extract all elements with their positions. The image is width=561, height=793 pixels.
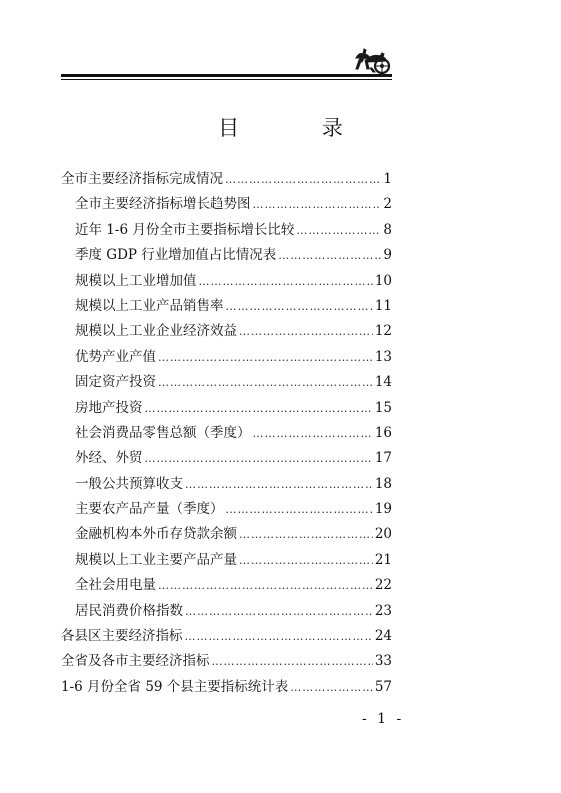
- toc-dot-leader: [278, 249, 381, 262]
- toc-entry-page: 13: [374, 348, 392, 365]
- toc-entry-page: 9: [383, 247, 392, 264]
- toc-entry[interactable]: [61, 522, 392, 547]
- toc-dot-leader: [158, 351, 373, 364]
- horse-chariot-icon: [352, 44, 394, 78]
- toc-entry-label: 社会消费品零售总额（季度）: [75, 424, 251, 441]
- toc-entry-page: 22: [374, 577, 392, 594]
- toc-entry[interactable]: [61, 370, 392, 395]
- toc-entry-page: 2: [383, 196, 392, 213]
- toc-dot-leader: [158, 579, 373, 592]
- table-of-contents: [61, 167, 392, 700]
- toc-entry[interactable]: [61, 243, 392, 268]
- toc-entry[interactable]: [61, 269, 392, 294]
- toc-dot-leader: [225, 173, 381, 186]
- toc-entry-label: 金融机构本外币存贷款余额: [75, 526, 237, 543]
- toc-entry-page: 10: [374, 272, 392, 289]
- toc-entry-page: 12: [374, 323, 392, 340]
- toc-entry[interactable]: [61, 548, 392, 573]
- header-rule-thin: [61, 79, 392, 80]
- toc-entry-label: 规模以上工业增加值: [75, 272, 197, 289]
- toc-dot-leader: [239, 554, 373, 567]
- toc-dot-leader: [239, 528, 373, 541]
- toc-dot-leader: [185, 605, 373, 618]
- toc-dot-leader: [226, 300, 373, 313]
- toc-dot-leader: [296, 224, 381, 237]
- toc-entry-page: 16: [374, 424, 392, 441]
- toc-dot-leader: [212, 655, 373, 668]
- toc-entry[interactable]: [61, 446, 392, 471]
- header-rule-thick: [61, 74, 392, 77]
- toc-dot-leader: [253, 198, 382, 211]
- toc-entry-page: 17: [374, 450, 392, 467]
- toc-entry-label: 优势产业产值: [75, 348, 156, 365]
- toc-dot-leader: [185, 478, 373, 491]
- toc-entry-page: 1: [383, 171, 392, 187]
- toc-entry-page: 21: [374, 551, 392, 568]
- toc-dot-leader: [199, 275, 373, 288]
- toc-entry-label: 全省及各市主要经济指标: [61, 653, 210, 670]
- toc-entry[interactable]: [61, 624, 392, 649]
- toc-entry-label: 全市主要经济指标增长趋势图: [75, 196, 251, 213]
- toc-entry-label: 固定资产投资: [75, 374, 156, 391]
- toc-entry-page: 20: [374, 526, 392, 543]
- toc-entry-page: 23: [374, 602, 392, 619]
- toc-entry-label: 各县区主要经济指标: [61, 628, 183, 645]
- toc-entry-page: 8: [383, 221, 392, 238]
- toc-entry-label: 居民消费价格指数: [75, 602, 183, 619]
- toc-dot-leader: [253, 427, 373, 440]
- toc-entry[interactable]: [61, 294, 392, 319]
- toc-entry-label: 外经、外贸: [75, 450, 143, 467]
- toc-entry-page: 24: [374, 628, 392, 645]
- toc-entry-page: 33: [374, 653, 392, 670]
- toc-entry-page: 57: [374, 678, 392, 695]
- toc-dot-leader: [145, 402, 373, 415]
- toc-entry-label: 一般公共预算收支: [75, 475, 183, 492]
- toc-entry[interactable]: [61, 345, 392, 370]
- toc-entry-label: 季度 GDP 行业增加值占比情况表: [75, 247, 277, 264]
- toc-entry-page: 18: [374, 475, 392, 492]
- toc-entry[interactable]: [61, 649, 392, 674]
- page-number: - 1 -: [362, 711, 405, 727]
- toc-dot-leader: [145, 452, 373, 465]
- toc-entry[interactable]: [61, 218, 392, 243]
- toc-entry-label: 规模以上工业产品销售率: [75, 297, 224, 314]
- toc-entry-page: 15: [374, 399, 392, 416]
- page-title: 目 录: [218, 116, 381, 140]
- toc-dot-leader: [226, 503, 373, 516]
- toc-entry[interactable]: [61, 497, 392, 522]
- toc-entry[interactable]: [61, 472, 392, 497]
- toc-entry-label: 房地产投资: [75, 399, 143, 416]
- toc-entry[interactable]: [61, 319, 392, 344]
- toc-entry-label: 全市主要经济指标完成情况: [61, 171, 223, 187]
- toc-entry-label: 规模以上工业企业经济效益: [75, 323, 237, 340]
- toc-entry[interactable]: [61, 675, 392, 700]
- toc-dot-leader: [239, 325, 373, 338]
- toc-dot-leader: [185, 630, 373, 643]
- toc-entry[interactable]: [61, 396, 392, 421]
- toc-entry-page: 14: [374, 374, 392, 391]
- toc-dot-leader: [290, 681, 373, 694]
- toc-entry-label: 规模以上工业主要产品产量: [75, 551, 237, 568]
- toc-entry[interactable]: [61, 573, 392, 598]
- toc-entry[interactable]: [61, 192, 392, 217]
- toc-entry-label: 近年 1-6 月份全市主要指标增长比较: [75, 221, 295, 238]
- toc-entry-page: 19: [374, 501, 392, 518]
- toc-entry-label: 全社会用电量: [75, 577, 156, 594]
- toc-entry-page: 11: [374, 297, 392, 314]
- toc-dot-leader: [158, 376, 373, 389]
- toc-entry-label: 主要农产品产量（季度）: [75, 501, 224, 518]
- toc-entry[interactable]: [61, 421, 392, 446]
- toc-entry[interactable]: [61, 167, 392, 192]
- toc-entry[interactable]: [61, 599, 392, 624]
- toc-entry-label: 1-6 月份全省 59 个县主要指标统计表: [61, 678, 289, 695]
